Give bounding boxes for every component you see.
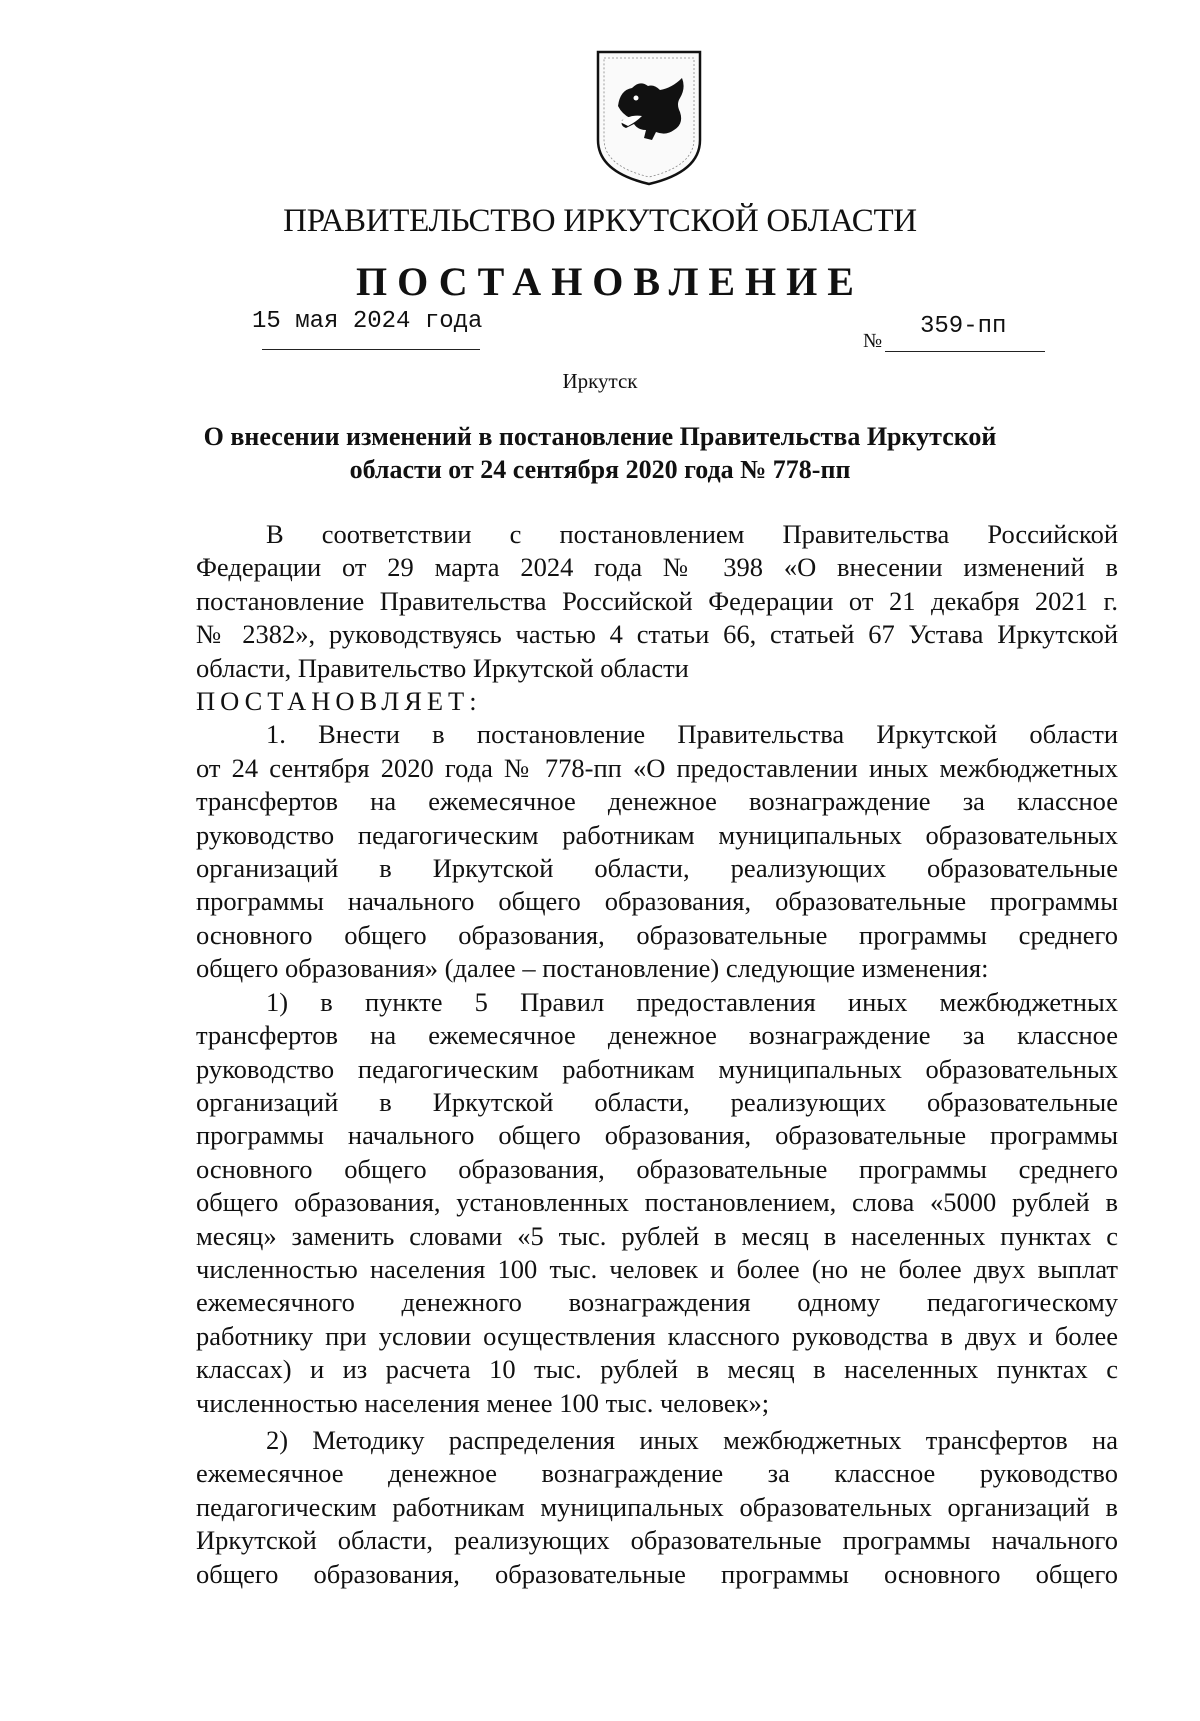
body-line: месяц» заменить словами «5 тыс. рублей в месяц в населенных пунктах с <box>196 1220 1118 1251</box>
document-number: 359-пп <box>920 313 1007 340</box>
body-line: 1. Внести в постановление Правительства Иркутской области <box>266 719 1118 750</box>
body-line: общего образования» (далее – постановление) следующие изменения: <box>196 953 989 984</box>
number-sign: № <box>863 330 883 352</box>
body-line: 1) в пункте 5 Правил предоставления иных межбюджетных <box>266 986 1118 1017</box>
body-line: руководство педагогическим работникам муниципальных образовательных <box>196 819 1118 850</box>
document-date: 15 мая 2024 года <box>252 308 483 335</box>
body-line: общего образования, установленных постановлением, слова «5000 рублей в <box>196 1187 1118 1218</box>
subject-line: О внесении изменений в постановление Правительства Иркутской <box>203 422 997 451</box>
body-line: Иркутской области, реализующих образовательные программы начального <box>196 1525 1118 1556</box>
body-line: 2) Методику распределения иных межбюджетных трансфертов на <box>266 1424 1118 1455</box>
body-line: организаций в Иркутской области, реализующих образовательные <box>196 853 1118 884</box>
body-line: ежемесячного денежного вознаграждения одному педагогическому <box>196 1287 1118 1318</box>
body-line: организаций в Иркутской области, реализующих образовательные <box>196 1086 1118 1117</box>
body-line: руководство педагогическим работникам муниципальных образовательных <box>196 1053 1118 1084</box>
body-line: работнику при условии осуществления классного руководства в двух и более <box>196 1320 1118 1351</box>
number-underline <box>885 351 1045 352</box>
date-underline <box>262 349 480 350</box>
government-title: ПРАВИТЕЛЬСТВО ИРКУТСКОЙ ОБЛАСТИ <box>283 203 917 239</box>
body-line: трансфертов на ежемесячное денежное вознаграждение за классное <box>196 1020 1118 1051</box>
document-body <box>196 518 1118 1591</box>
body-line: численностью населения 100 тыс. человек и более (но не более двух выплат <box>196 1253 1118 1284</box>
document-subject <box>180 420 1020 486</box>
body-line: классах) и из расчета 10 тыс. рублей в месяц в населенных пунктах с <box>196 1354 1118 1385</box>
body-line: № 2382», руководствуясь частью 4 статьи 66, статьей 67 Устава Иркутской <box>196 619 1118 650</box>
subject-line: области от 24 сентября 2020 года № 778-пп <box>349 455 851 484</box>
body-line: трансфертов на ежемесячное денежное вознаграждение за классное <box>196 786 1118 817</box>
body-line: педагогическим работникам муниципальных образовательных организаций в <box>196 1491 1118 1522</box>
body-line: Федерации от 29 марта 2024 года № 398 «О внесении изменений в <box>196 552 1118 583</box>
decree-word: ПОСТАНОВЛЯЕТ: <box>196 686 482 717</box>
body-line: основного общего образования, образовательные программы среднего <box>196 919 1118 950</box>
body-line: численностью населения менее 100 тыс. человек»; <box>196 1387 770 1418</box>
irkutsk-coat-of-arms-emblem <box>590 44 708 188</box>
body-line: В соответствии с постановлением Правительства Российской <box>266 519 1118 549</box>
body-line: постановление Правительства Российской Федерации от 21 декабря 2021 г. <box>196 585 1118 616</box>
body-line: от 24 сентября 2020 года № 778-пп «О предоставлении иных межбюджетных <box>196 752 1118 783</box>
body-line: ежемесячное денежное вознаграждение за классное руководство <box>196 1458 1118 1489</box>
body-line: общего образования, образовательные программы основного общего <box>196 1558 1118 1589</box>
body-line: основного общего образования, образовательные программы среднего <box>196 1153 1118 1184</box>
body-line: программы начального общего образования, образовательные программы <box>196 1120 1118 1151</box>
document-type-heading: ПОСТАНОВЛЕНИЕ <box>356 259 864 304</box>
body-line: программы начального общего образования, образовательные программы <box>196 886 1118 917</box>
body-line: области, Правительство Иркутской области <box>196 652 689 683</box>
city-name: Иркутск <box>562 369 638 393</box>
